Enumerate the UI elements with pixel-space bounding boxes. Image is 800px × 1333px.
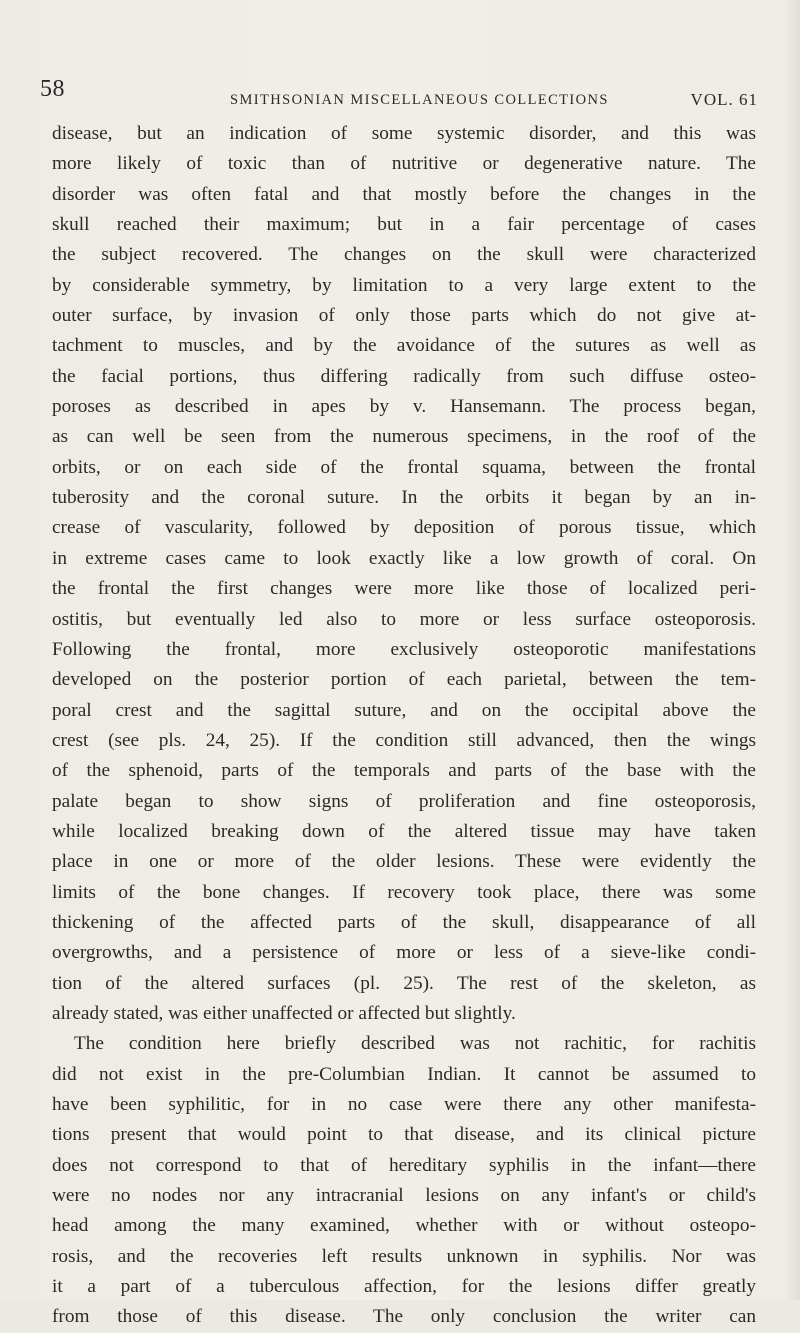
text-line: rosis, and the recoveries left results unknown in syphilis. Nor was xyxy=(52,1245,756,1267)
text-line: as can well be seen from the numerous specimens, in the roof of the xyxy=(52,426,756,448)
text-line: limits of the bone changes. If recovery took place, there was some xyxy=(52,881,756,903)
text-line: ostitis, but eventually led also to more or less surface osteoporosis. xyxy=(52,608,756,630)
text-line: developed on the posterior portion of each parietal, between the tem- xyxy=(52,669,756,691)
text-line: by considerable symmetry, by limitation to a very large extent to the xyxy=(52,274,756,296)
text-line: tachment to muscles, and by the avoidance of the sutures as well as xyxy=(52,335,756,357)
text-line: poral crest and the sagittal suture, and on the occipital above the xyxy=(52,699,756,721)
text-line: were no nodes nor any intracranial lesions on any infant's or child's xyxy=(52,1185,756,1207)
text-line: crease of vascularity, followed by deposition of porous tissue, which xyxy=(52,517,756,539)
text-line: while localized breaking down of the altered tissue may have taken xyxy=(52,820,756,842)
body-text xyxy=(52,119,756,1333)
text-line: crest (see pls. 24, 25). If the condition still advanced, then the wings xyxy=(52,729,756,751)
text-line: disease, but an indication of some systemic disorder, and this was xyxy=(52,123,756,144)
text-line: did not exist in the pre-Columbian Indian. It cannot be assumed to xyxy=(52,1063,756,1085)
text-line: poroses as described in apes by v. Hansemann. The process began, xyxy=(52,396,756,418)
text-line: the facial portions, thus differing radically from such diffuse osteo- xyxy=(52,365,756,387)
running-title: SMITHSONIAN MISCELLANEOUS COLLECTIONS xyxy=(230,92,609,108)
text-line: orbits, or on each side of the frontal squama, between the frontal xyxy=(52,456,756,478)
text-line: the frontal the first changes were more like those of localized peri- xyxy=(52,578,756,600)
text-line: thickening of the affected parts of the skull, disappearance of all xyxy=(52,911,756,933)
text-line: disorder was often fatal and that mostly before the changes in the xyxy=(52,183,756,205)
text-line: tion of the altered surfaces (pl. 25). The rest of the skeleton, as xyxy=(52,972,756,994)
running-header xyxy=(40,76,758,112)
text-line: place in one or more of the older lesions. These were evidently the xyxy=(52,851,756,873)
text-line: in extreme cases came to look exactly like a low growth of coral. On xyxy=(52,547,756,569)
text-line: overgrowths, and a persistence of more or less of a sieve-like condi- xyxy=(52,942,756,964)
text-line: tuberosity and the coronal suture. In the orbits it began by an in- xyxy=(52,487,756,509)
text-line: more likely of toxic than of nutritive or degenerative nature. The xyxy=(52,153,756,175)
text-line: have been syphilitic, for in no case were there any other manifesta- xyxy=(52,1094,756,1115)
text-line: does not correspond to that of hereditary syphilis in the infant—there xyxy=(52,1154,756,1176)
text-line: tions present that would point to that disease, and its clinical picture xyxy=(52,1124,756,1146)
text-line: it a part of a tuberculous affection, for the lesions differ greatly xyxy=(52,1276,756,1298)
text-line: of the sphenoid, parts of the temporals and parts of the base with the xyxy=(52,760,756,782)
text-line: from those of this disease. The only conclusion the writer can xyxy=(52,1306,756,1328)
page-number: 58 xyxy=(40,76,65,102)
text-line: Following the frontal, more exclusively osteoporotic manifestations xyxy=(52,638,756,660)
paragraph-start-line: The condition here briefly described was not rachitic, for rachitis xyxy=(74,1033,756,1055)
page-edge-shadow xyxy=(786,0,800,1300)
text-line: the subject recovered. The changes on the skull were characterized xyxy=(52,244,756,266)
volume-label: VOL. 61 xyxy=(690,90,758,109)
text-line: outer surface, by invasion of only those parts which do not give at- xyxy=(52,305,756,327)
text-line: palate began to show signs of proliferation and fine osteoporosis, xyxy=(52,790,756,812)
text-line: skull reached their maximum; but in a fair percentage of cases xyxy=(52,214,756,236)
text-line: head among the many examined, whether with or without osteopo- xyxy=(52,1215,756,1237)
paragraph-end-line: already stated, was either unaffected or affected but slightly. xyxy=(52,1002,516,1024)
